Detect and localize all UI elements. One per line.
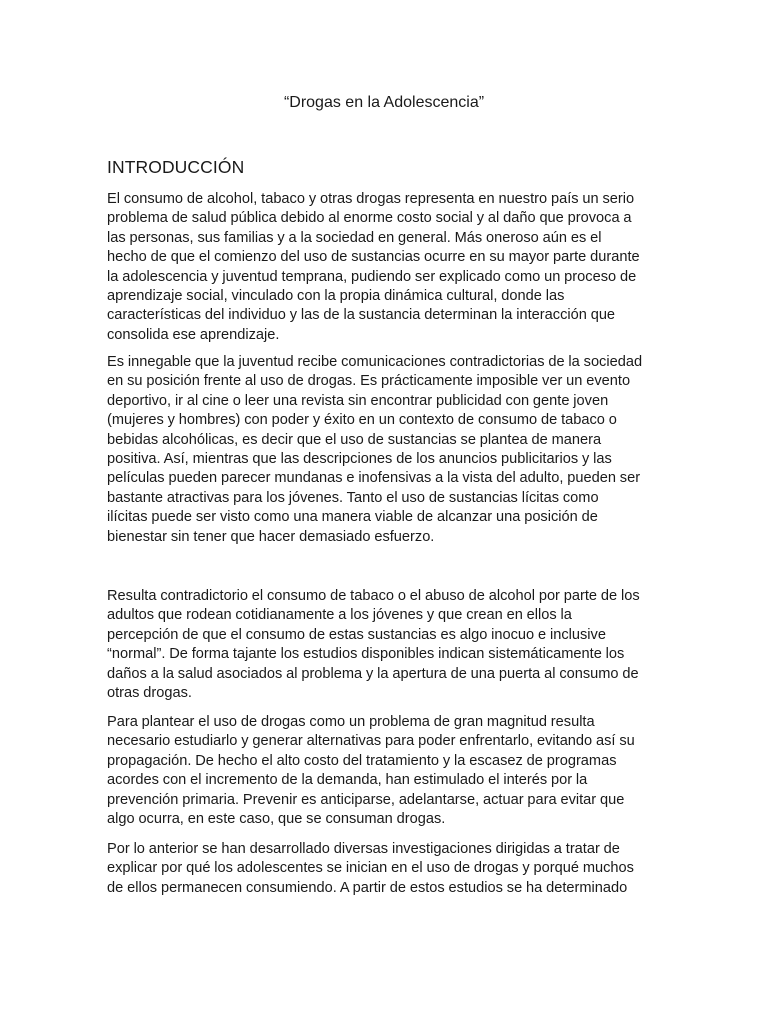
paragraph-line: bebidas alcohólicas, es decir que el uso de sustancias se plantea de manera <box>107 431 602 448</box>
paragraph-line: explicar por qué los adolescentes se inician en el uso de drogas y porqué muchos <box>107 860 634 877</box>
paragraph-line: las personas, sus familias y a la sociedad en general. Más oneroso aún es el <box>107 229 602 246</box>
paragraph <box>107 587 667 703</box>
paragraph-line: Es innegable que la juventud recibe comunicaciones contradictorias de la sociedad <box>107 354 643 370</box>
paragraph-line: en su posición frente al uso de drogas. Es prácticamente imposible ver un evento <box>107 373 631 390</box>
paragraph-line: hecho de que el comienzo del uso de sustancias ocurre en su mayor parte durante <box>107 249 640 266</box>
paragraph-line: Por lo anterior se han desarrollado diversas investigaciones dirigidas a tratar de <box>107 841 620 857</box>
paragraph-line: propagación. De hecho el alto costo del tratamiento y la escasez de programas <box>107 752 617 769</box>
paragraph-line: bienestar sin tener que hacer demasiado esfuerzo. <box>107 528 435 545</box>
section-heading: INTRODUCCIÓN <box>107 157 245 177</box>
document-title: “Drogas en la Adolescencia” <box>283 94 485 111</box>
paragraph <box>107 713 667 829</box>
paragraph-line: algo ocurra, en este caso, que se consuman drogas. <box>107 811 446 828</box>
paragraph-line: adultos que rodean cotidianamente a los jóvenes y que crean en ellos la <box>107 607 572 624</box>
paragraph-line: características del individuo y las de la sustancia determinan la interacción que <box>107 307 616 324</box>
paragraph-line: (mujeres y hombres) con poder y éxito en un contexto de consumo de tabaco o <box>107 412 617 429</box>
paragraph-line: Resulta contradictorio el consumo de tabaco o el abuso de alcohol por parte de los <box>107 588 640 604</box>
paragraph-line: deportivo, ir al cine o leer una revista sin encontrar publicidad con gente joven <box>107 392 609 409</box>
paragraph-line: Para plantear el uso de drogas como un problema de gran magnitud resulta <box>107 714 595 730</box>
paragraph-line: prevención primaria. Prevenir es anticiparse, adelantarse, actuar para evitar que <box>107 791 625 808</box>
paragraph-line: necesario estudiarlo y generar alternativas para poder enfrentarlo, evitando así su <box>107 733 635 750</box>
paragraph-line: daños a la salud asociados al problema y la apertura de una puerta al consumo de <box>107 665 639 682</box>
paragraph <box>107 840 667 898</box>
paragraph-line: de ellos permanecen consumiendo. A partir de estos estudios se ha determinado <box>107 879 628 896</box>
paragraph-line: la adolescencia y juventud temprana, pudiendo ser explicado como un proceso de <box>107 268 637 285</box>
paragraph-line: otras drogas. <box>107 685 192 702</box>
paragraph-line: aprendizaje social, vinculado con la propia dinámica cultural, donde las <box>107 288 565 305</box>
paragraph-line: películas pueden parecer mundanas e inofensivas a la vista del adulto, pueden ser <box>107 470 641 487</box>
paragraph-line: acordes con el incremento de la demanda, han estimulado el interés por la <box>107 772 588 789</box>
paragraph-line: positiva. Así, mientras que las descripciones de los anuncios publicitarios y las <box>107 451 612 468</box>
paragraph <box>107 353 667 547</box>
paragraph-line: problema de salud pública debido al enorme costo social y al daño que provoca a <box>107 210 632 227</box>
paragraph-line: El consumo de alcohol, tabaco y otras drogas representa en nuestro país un serio <box>107 191 635 207</box>
paragraph-line: consolida ese aprendizaje. <box>107 326 280 343</box>
paragraph <box>107 190 667 345</box>
paragraph-line: “normal”. De forma tajante los estudios disponibles indican sistemáticamente los <box>107 646 625 663</box>
paragraph-line: bastante atractivas para los jóvenes. Tanto el uso de sustancias lícitas como <box>107 489 599 506</box>
paragraph-line: percepción de que el consumo de estas sustancias es algo inocuo e inclusive <box>107 626 606 643</box>
paragraph-line: ilícitas puede ser visto como una manera viable de alcanzar una posición de <box>107 509 598 526</box>
